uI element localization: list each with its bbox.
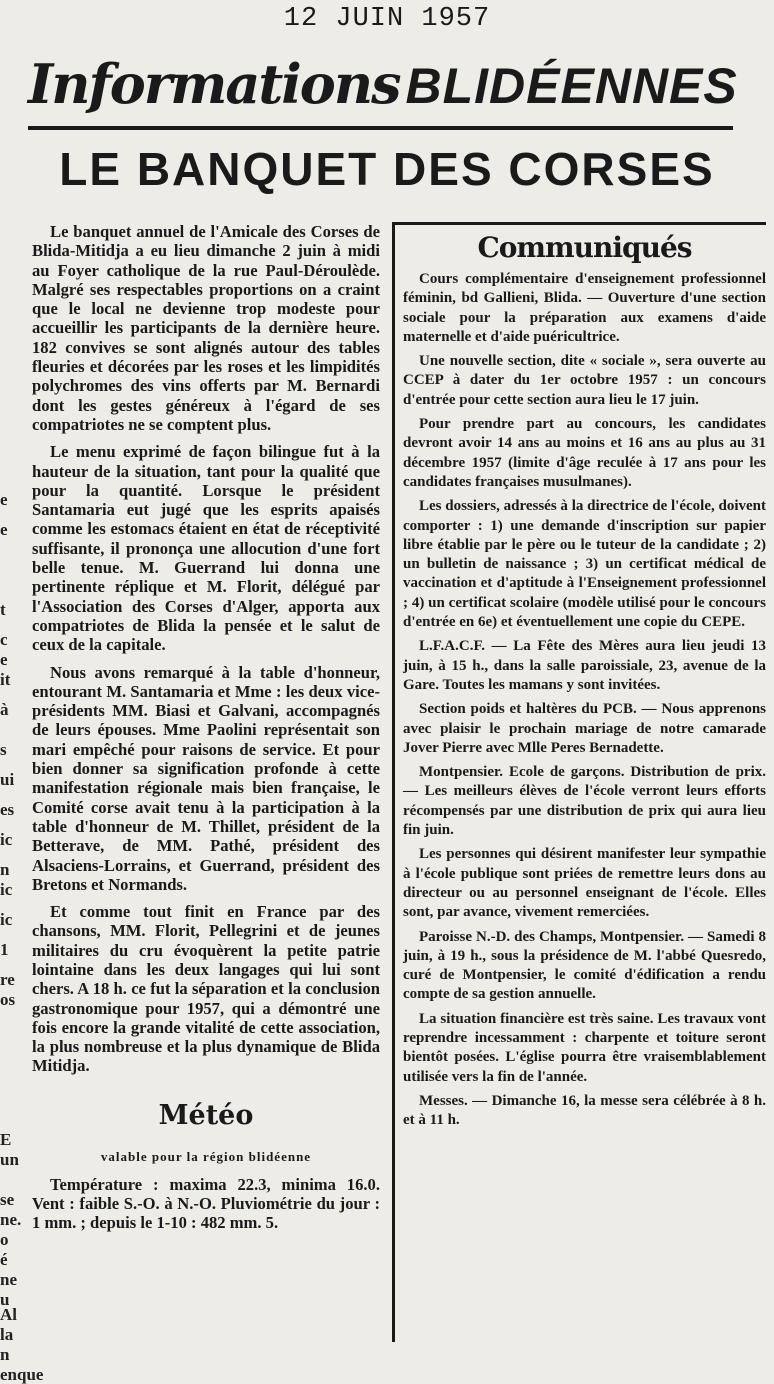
edge-fragment: c: [0, 630, 8, 649]
edge-fragment: it: [0, 670, 11, 689]
communique-item: L.F.A.C.F. — La Fête des Mères aura lieu jeudi 13 juin, à 15 h., dans la salle paroissiale, 23, avenue de la Gare. Toutes les mamans y sont invitées.: [403, 638, 766, 693]
article-paragraph: Le menu exprimé de façon bilingue fut à la hauteur de la situation, tant pour la qualité que pour la quantité. Lorsque le président Santamaria eut jugé que les esprits apaisés comme les estomacs étaient en état de réceptivité suffisante, il prononça une allocution d'une fort belle tenue. M. Guerrand lui donna une pertinente réplique et M. Florit, délégué par l'Association des Corses d'Alger, apporta aux compatriotes de Blida la pensée et le salut de ceux de la capitale.: [32, 442, 380, 655]
communique-item: Paroisse N.-D. des Champs, Montpensier. — Samedi 8 juin, à 19 h., sous la présidence de M. l'abbé Quesredo, curé de Montpensier, le comité d'édification a rendu compte de sa gestion annuelle.: [403, 928, 766, 1003]
edge-fragment: ic: [0, 830, 13, 849]
edge-fragment: e: [0, 650, 8, 669]
masthead-script: Informations: [28, 52, 400, 116]
edge-fragment: à: [0, 700, 9, 719]
edge-fragment: ne.: [0, 1210, 22, 1229]
headline: LE BANQUET DES CORSES: [59, 143, 715, 195]
edge-fragment: n: [0, 1345, 10, 1364]
meteo-subtitle: valable pour la région blidéenne: [100, 1148, 312, 1164]
masthead: [28, 52, 738, 130]
edge-fragment: u: [0, 1290, 10, 1309]
edge-fragment: s: [0, 740, 7, 759]
communique-item: Les personnes qui désirent manifester leur sympathie à l'école publique sont priées de remettre leurs dons au directeur ou au personnel enseignant de l'école. Elles sont, par avance, vivement remerciées.: [403, 846, 766, 921]
communique-item: Une nouvelle section, dite « sociale », sera ouverte au CCEP à dater du 1er octobre 1957 : un concours d'entrée pour cette section aura lieu le 17 juin.: [403, 353, 766, 408]
edge-fragment: la: [0, 1325, 14, 1344]
issue-date: 12 JUIN 1957: [283, 4, 491, 34]
edge-fragment: ic: [0, 910, 13, 929]
article-paragraph: Et comme tout finit en France par des chansons, MM. Florit, Pellegrini et de jeunes militaires du cru évoquèrent la petite patrie lointaine dans les deux langages qui lui sont chers. A 18 h. ce fut la séparation et la conclusion gastronomique pour 1957, qui a démontré une fois encore la grande vitalité de cette association, la plus nombreuse et la plus dynamique de Blida Mitidja.: [32, 902, 380, 1076]
edge-fragment: e: [0, 520, 8, 539]
communiques-column: [392, 222, 766, 1342]
edge-fragment: es: [0, 800, 15, 819]
article-paragraph: Nous avons remarqué à la table d'honneur, entourant M. Santamaria et Mme : les deux vice-présidents MM. Biasi et Galvani, accompagnés de leurs épouses. Mme Paolini représentait son mari empêché pour raisons de service. Et pour bien donner sa signification profonde à cette manifestation régionale mais bien française, le Comité corse avait tenu à la participation à la table d'honneur de M. Thillet, président de la Betterave, de MM. Pathé, président des Alsaciens-Lorrains, et Guerrand, président des Bretons et Normands.: [32, 662, 380, 894]
edge-fragment: n: [0, 860, 10, 879]
article-paragraph: Le banquet annuel de l'Amicale des Corses de Blida-Mitidja a eu lieu dimanche 2 juin à midi au Foyer catholique de la rue Paul-Déroulède. Malgré ses respectables proportions on a craint que le local ne devienne trop modeste pour accueillir les participants de la dernière heure. 182 convives se sont alignés autour des tables fleuries et décorées par les roses et les limpidités polychromes des vins offerts par M. Bernardi dont les gestes généreux à l'égard de ses compatriotes ne se comptent plus.: [32, 222, 380, 434]
communique-item: Messes. — Dimanche 16, la messe sera célébrée à 8 h. et à 11 h.: [403, 1092, 766, 1129]
communique-item: Pour prendre part au concours, les candidates devront avoir 14 ans au moins et 16 ans au plus au 31 décembre 1957 (limite d'âge reculée à 17 ans pour les candidates françaises musulmanes).: [403, 416, 766, 490]
communique-item: Section poids et haltères du PCB. — Nous apprenons avec plaisir le prochain mariage de notre camarade Jover Pierre avec Mlle Peres Bernadette.: [403, 701, 766, 756]
edge-fragment: ui: [0, 770, 15, 789]
edge-fragment: Al: [0, 1305, 17, 1324]
edge-fragment: se: [0, 1190, 15, 1209]
communique-item: La situation financière est très saine. Les travaux vont reprendre incessamment : charpente et toiture seront bientôt posées. L'église pourra être vraisemblablement utilisée vers la fin de l'année.: [403, 1010, 766, 1085]
article-column: [32, 222, 380, 1241]
masthead-block: BLIDÉENNES: [405, 58, 738, 114]
edge-fragment: ne: [0, 1270, 17, 1289]
edge-fragment: re: [0, 970, 15, 989]
edge-fragment: un: [0, 1150, 19, 1169]
communique-item: Cours complémentaire d'enseignement professionnel féminin, bd Gallieni, Blida. — Ouverture d'une section sociale pour la préparation aux examens d'aide maternelle et d'aide puéricultrice.: [403, 271, 766, 345]
communique-item: Montpensier. Ecole de garçons. Distribution de prix. — Les meilleurs élèves de l'école verront leurs efforts récompensés par une distribution de prix qui aura lieu fin juin.: [403, 764, 766, 839]
edge-fragment: o: [0, 1230, 9, 1249]
edge-fragment: ic: [0, 880, 13, 899]
edge-fragment: os: [0, 990, 16, 1009]
edge-fragment: e: [0, 490, 8, 509]
communique-item: Les dossiers, adressés à la directrice de l'école, doivent comporter : 1) une demande d'inscription sur papier libre établie par le père ou le tuteur de la candidate ; 2) un bulletin de naissance ; 3) un certificat médical de vaccination et d'aptitude à l'Enseignement professionnel ; 4) un certificat scolaire (modèle utilisé pour le concours d'entrée en 6e) et éventuellement une copie du CEPE.: [403, 498, 766, 631]
edge-fragment: E: [0, 1130, 12, 1149]
meteo-title: Météo: [158, 1099, 254, 1131]
communiques-title: Communiqués: [477, 231, 692, 264]
edge-fragment: t: [0, 600, 6, 619]
edge-fragment: enque: [0, 1365, 44, 1384]
meteo-text: Température : maxima 22.3, minima 16.0. Vent : faible S.-O. à N.-O. Pluviométrie du jour : 1 mm. ; depuis le 1-10 : 482 mm. 5.: [32, 1174, 380, 1233]
edge-fragment: 1: [0, 940, 9, 959]
edge-fragment: é: [0, 1250, 8, 1269]
